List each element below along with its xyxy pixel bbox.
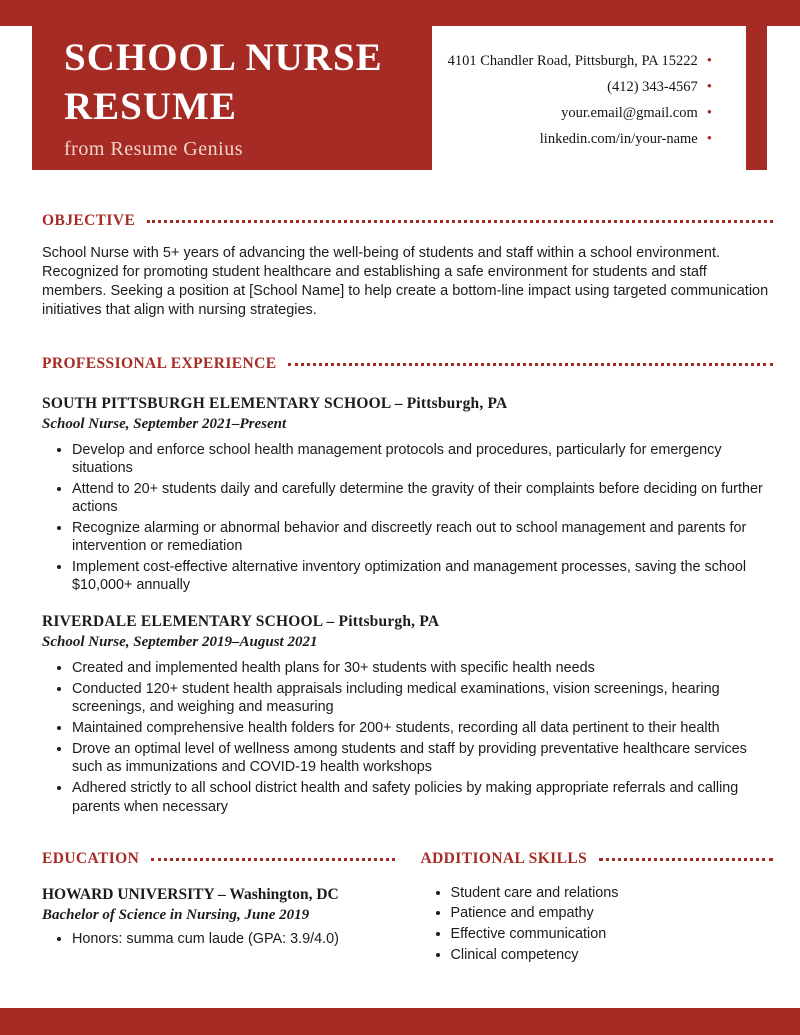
education-school: HOWARD UNIVERSITY – Washington, DC: [42, 885, 339, 903]
contact-phone-text: (412) 343-4567: [607, 79, 698, 95]
experience-heading: [42, 355, 773, 373]
experience-bullet: • Attend to 20+ students daily and carefully determine the gravity of their complaints before deciding on further actions: [72, 480, 773, 516]
education-bullets: [42, 930, 395, 948]
experience-bullet: • Drove an optimal level of wellness among students and staff by providing preventative healthcare services such as immunizations and COVID-19 health workshops: [72, 740, 773, 776]
experience-heading-label: PROFESSIONAL EXPERIENCE: [42, 354, 277, 372]
experience-bullets: [42, 441, 773, 595]
contact-email-text: your.email@gmail.com: [561, 105, 698, 121]
experience-bullets: [42, 659, 773, 816]
education-dotted-divider: [151, 858, 394, 861]
education-heading-label: EDUCATION: [42, 849, 140, 867]
company-name: RIVERDALE ELEMENTARY SCHOOL – Pittsburgh, PA: [42, 612, 440, 630]
contact-line-linkedin: [440, 126, 712, 152]
education-bullet: • Honors: summa cum laude (GPA: 3.9/4.0): [72, 930, 395, 948]
skill-item: • Patience and empathy: [451, 904, 774, 923]
contact-block: [440, 48, 712, 152]
education-column: [42, 850, 395, 967]
job-entry: [42, 613, 773, 816]
objective-heading: [42, 212, 773, 230]
skill-item: • Effective communication: [451, 925, 774, 944]
contact-address-text: 4101 Chandler Road, Pittsburgh, PA 15222: [447, 53, 698, 69]
contact-line-phone: [440, 74, 712, 100]
header-right-accent-bar: [746, 26, 767, 170]
skills-column: [421, 850, 774, 967]
contact-bullet-icon: •: [706, 105, 712, 121]
bottom-accent-bar: [0, 1008, 800, 1035]
contact-line-email: [440, 100, 712, 126]
skills-dotted-divider: [599, 858, 773, 861]
job-entry: [42, 395, 773, 595]
skills-list: [421, 884, 774, 965]
contact-bullet-icon: •: [706, 79, 712, 95]
skills-heading: [421, 850, 774, 868]
top-accent-bar: [0, 0, 800, 26]
bottom-columns: [42, 850, 773, 967]
company-name: SOUTH PITTSBURGH ELEMENTARY SCHOOL – Pittsburgh, PA: [42, 394, 508, 412]
contact-linkedin-text: linkedin.com/in/your-name: [539, 131, 698, 147]
objective-text: School Nurse with 5+ years of advancing the well-being of students and staff within a school environment. Recognized for promoting student healthcare and establishing a safe environment for students and staff members. Seeking a position at [School Name] to help create a bottom-line impact using targeted communication initiatives that align with nursing strategies.: [42, 245, 769, 319]
resume-body: [0, 212, 800, 967]
objective-section: [42, 212, 773, 321]
contact-bullet-icon: •: [706, 131, 712, 147]
experience-bullet: • Maintained comprehensive health folders for 200+ students, recording all data pertinent to their health: [72, 719, 773, 737]
skills-heading-label: ADDITIONAL SKILLS: [420, 849, 588, 867]
experience-bullet: • Implement cost-effective alternative inventory optimization and management processes, saving the school $10,000+ annually: [72, 558, 773, 594]
job-title-dates: School Nurse, September 2019–August 2021: [42, 633, 318, 650]
resume-subtitle: from Resume Genius: [64, 137, 243, 160]
objective-heading-label: OBJECTIVE: [42, 212, 136, 229]
experience-bullet: • Recognize alarming or abnormal behavior and discreetly reach out to school management and parents for intervention or remediation: [72, 519, 773, 555]
experience-dotted-divider: [288, 363, 773, 366]
job-title-dates: School Nurse, September 2021–Present: [42, 415, 287, 432]
contact-line-address: [440, 48, 712, 74]
contact-bullet-icon: •: [706, 53, 712, 69]
resume-title-line2: RESUME: [64, 84, 237, 128]
header: [0, 26, 800, 170]
skill-item: • Clinical competency: [451, 946, 774, 965]
experience-bullet: • Conducted 120+ student health appraisals including medical examinations, vision screenings, hearing screenings, and weighing and measuring: [72, 680, 773, 716]
experience-bullet: • Adhered strictly to all school district health and safety policies by making appropriate referrals and calling parents when necessary: [72, 779, 773, 815]
experience-section: [42, 355, 773, 816]
education-heading: [42, 850, 395, 868]
experience-bullet: • Develop and enforce school health management protocols and procedures, particularly for emergency situations: [72, 441, 773, 477]
objective-dotted-divider: [147, 220, 773, 223]
education-degree: Bachelor of Science in Nursing, June 2019: [42, 906, 310, 923]
skill-item: • Student care and relations: [451, 884, 774, 903]
resume-title-line1: SCHOOL NURSE: [64, 36, 383, 79]
title-block: [32, 26, 432, 170]
experience-bullet: • Created and implemented health plans for 30+ students with specific health needs: [72, 659, 773, 677]
